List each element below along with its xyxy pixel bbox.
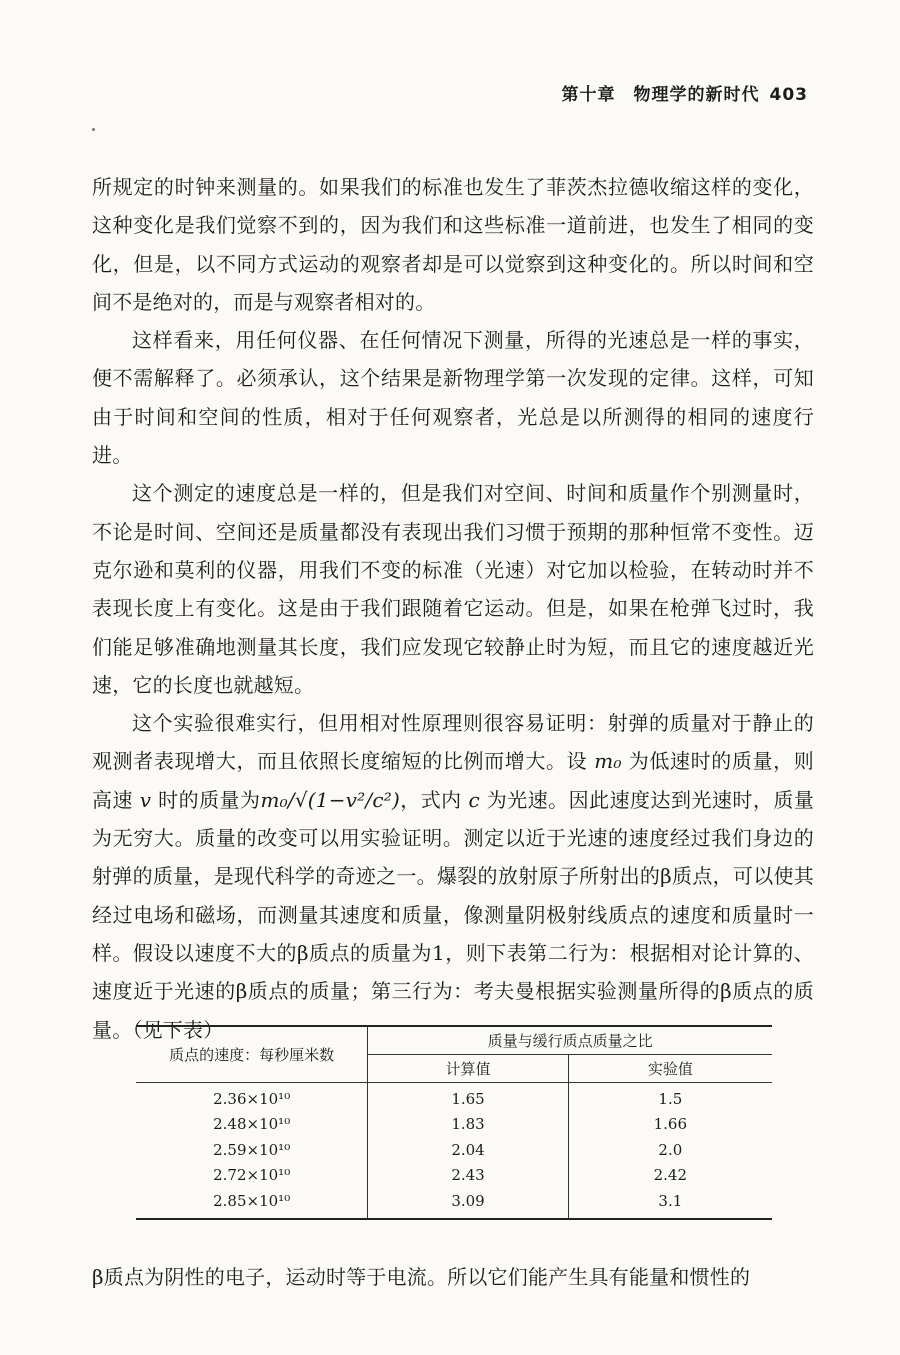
symbol-c: c — [468, 787, 480, 812]
calculated-cell: 2.43 — [368, 1163, 568, 1189]
calculated-cell: 2.04 — [368, 1137, 568, 1163]
speed-cell: 2.59×10¹⁰ — [136, 1137, 368, 1163]
table-row — [136, 1112, 772, 1138]
experimental-cell: 1.5 — [658, 1089, 683, 1108]
paragraph-1: 所规定的时钟来测量的。如果我们的标准也发生了菲茨杰拉德收缩这样的变化，这种变化是我们觉察不到的，因为我们和这些标准一道前进，也发生了相同的变化，但是，以不同方式运动的观察者却是可以觉察到这种变化的。所以时间和空间不是绝对的，而是与观察者相对的。 — [92, 175, 814, 314]
table-row — [136, 1188, 772, 1219]
print-speck — [92, 128, 95, 131]
speed-column-header: 质点的速度：每秒厘米数 — [136, 1026, 368, 1083]
calculated-column-header: 计算值 — [368, 1055, 568, 1083]
speed-cell: 2.72×10¹⁰ — [136, 1163, 368, 1189]
paragraph-3: 这个测定的速度总是一样的，但是我们对空间、时间和质量作个别测量时，不论是时间、空间还是质量都没有表现出我们习惯于预期的那种恒常不变性。迈克尔逊和莫利的仪器，用我们不变的标准（光速）对它加以检验，在转动时并不表现长度上有变化。这是由于我们跟随着它运动。但是，如果在枪弹飞过时，我们能足够准确地测量其长度，我们应发现它较静止时为短，而且它的速度越近光速，它的长度也就越短。 — [92, 481, 814, 697]
calculated-cell: 3.09 — [368, 1188, 568, 1219]
experimental-cell: 2.42 — [653, 1166, 688, 1185]
calculated-cell: 1.65 — [368, 1083, 568, 1112]
experimental-cell: 3.1 — [658, 1191, 683, 1210]
mass-ratio-group-header: 质量与缓行质点质量之比 — [368, 1026, 772, 1055]
speed-cell: 2.85×10¹⁰ — [136, 1188, 368, 1219]
experimental-column-header: 实验值 — [568, 1055, 772, 1083]
paragraph-4-part-e: 为光速。因此速度达到光速时，质量为无穷大。质量的改变可以用实验证明。测定以近于光速的速度经过我们身边的射弹的质量，是现代科学的奇迹之一。爆裂的放射原子所射出的β质点，可以使其经过电场和磁场，而测量其速度和质量，像测量阴极射线质点的速度和质量时一样。假设以速度不大的β质点的质量为1，则下表第二行为：根据相对论计算的、速度近于光速的β质点的质量；第三行为：考夫曼根据实验测量所得的β质点的质量。（见下表） — [92, 787, 815, 1042]
chapter-number: 第十章 — [561, 85, 616, 105]
mass-formula: m₀/√(1−v²/c²) — [260, 787, 400, 812]
experimental-cell: 1.66 — [653, 1115, 688, 1134]
table-row — [136, 1163, 772, 1189]
paragraph-4 — [92, 704, 814, 1049]
calculated-cell: 1.83 — [368, 1112, 568, 1138]
chapter-title: 物理学的新时代 — [633, 85, 760, 105]
symbol-v: v — [139, 787, 152, 812]
beta-particle-mass-table — [136, 1025, 772, 1220]
table-row — [136, 1137, 772, 1163]
paragraph-4-part-b: 为低速时的质量，则高速 — [92, 749, 814, 812]
paragraph-4-part-a: 这个实验很难实行，但用相对性原理则很容易证明：射弹的质量对于静止的观测者表现增大，而且依照长度缩短的比例而增大。设 — [92, 711, 814, 774]
speed-cell: 2.36×10¹⁰ — [136, 1083, 368, 1112]
running-header — [562, 80, 809, 105]
paragraph-5: β质点为阴性的电子，运动时等于电流。所以它们能产生具有能量和惯性的 — [92, 1265, 751, 1289]
paragraph-4-part-d: ，式内 — [399, 787, 462, 812]
experimental-cell: 2.0 — [658, 1140, 683, 1159]
symbol-m0: m₀ — [594, 749, 622, 774]
page-number: 403 — [769, 85, 808, 105]
main-text — [92, 168, 814, 1049]
table-row — [136, 1083, 772, 1112]
paragraph-2: 这样看来，用任何仪器、在任何情况下测量，所得的光速总是一样的事实，便不需解释了。必须承认，这个结果是新物理学第一次发现的定律。这样，可知由于时间和空间的性质，相对于任何观察者，光总是以所测得的相同的速度行进。 — [92, 328, 814, 468]
speed-cell: 2.48×10¹⁰ — [136, 1112, 368, 1138]
paragraph-4-part-c: 时的质量为 — [158, 787, 261, 812]
